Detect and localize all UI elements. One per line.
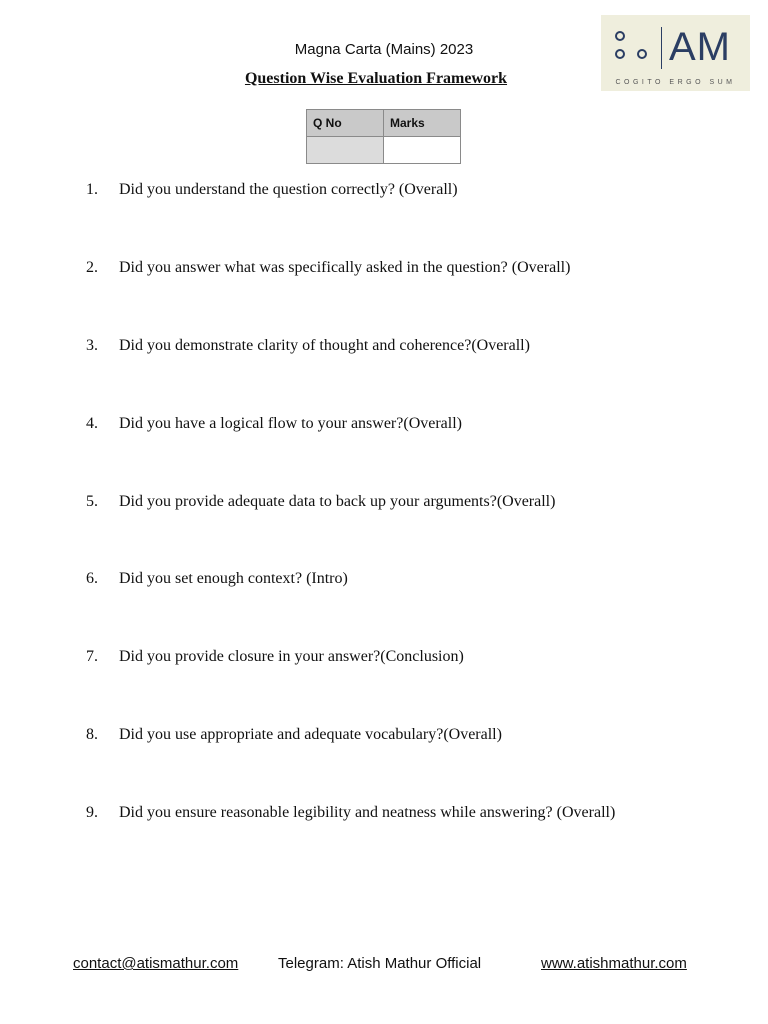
question-item: [86, 570, 348, 588]
question-text: Did you ensure reasonable legibility and neatness while answering? (Overall): [119, 804, 616, 821]
marks-table-row: [307, 137, 461, 164]
question-item: [86, 493, 555, 511]
marks-table-header: [307, 110, 461, 137]
question-item: [86, 337, 530, 355]
question-number: 7.: [86, 648, 98, 665]
dots-icon: [613, 29, 653, 65]
marks-table: [306, 109, 461, 164]
question-number: 2.: [86, 259, 98, 276]
logo-motto: COGITO ERGO SUM: [615, 79, 736, 86]
question-item: [86, 259, 570, 277]
question-text: Did you understand the question correctly? (Overall): [119, 181, 458, 198]
marks-cell[interactable]: [384, 137, 461, 164]
question-number: 8.: [86, 726, 98, 743]
question-text: Did you have a logical flow to your answer?(Overall): [119, 415, 462, 432]
contact-email-link[interactable]: contact@atismathur.com: [73, 955, 239, 972]
question-item: [86, 726, 502, 744]
document-title: Magna Carta (Mains) 2023: [294, 41, 474, 58]
qno-cell[interactable]: [307, 137, 384, 164]
question-number: 6.: [86, 570, 98, 587]
question-item: [86, 415, 462, 433]
question-number: 3.: [86, 337, 98, 354]
question-text: Did you provide closure in your answer?(Conclusion): [119, 648, 464, 665]
question-item: [86, 804, 615, 822]
logo-divider: [661, 27, 662, 69]
marks-header: Marks: [384, 110, 461, 137]
logo-letters: AM: [669, 25, 731, 69]
question-number: 9.: [86, 804, 98, 821]
website-link[interactable]: www.atishmathur.com: [541, 955, 687, 972]
question-text: Did you answer what was specifically asked in the question? (Overall): [119, 259, 571, 276]
question-number: 1.: [86, 181, 98, 198]
document-subtitle: Question Wise Evaluation Framework: [244, 70, 508, 87]
telegram-text: Telegram: Atish Mathur Official: [278, 955, 482, 972]
question-number: 5.: [86, 493, 98, 510]
question-item: [86, 648, 464, 666]
question-item: [86, 181, 458, 199]
question-number: 4.: [86, 415, 98, 432]
question-text: Did you set enough context? (Intro): [119, 570, 348, 587]
question-text: Did you demonstrate clarity of thought and coherence?(Overall): [119, 337, 530, 354]
question-text: Did you provide adequate data to back up your arguments?(Overall): [119, 493, 556, 510]
qno-header: Q No: [307, 110, 384, 137]
am-logo: [601, 15, 750, 91]
question-text: Did you use appropriate and adequate vocabulary?(Overall): [119, 726, 502, 743]
